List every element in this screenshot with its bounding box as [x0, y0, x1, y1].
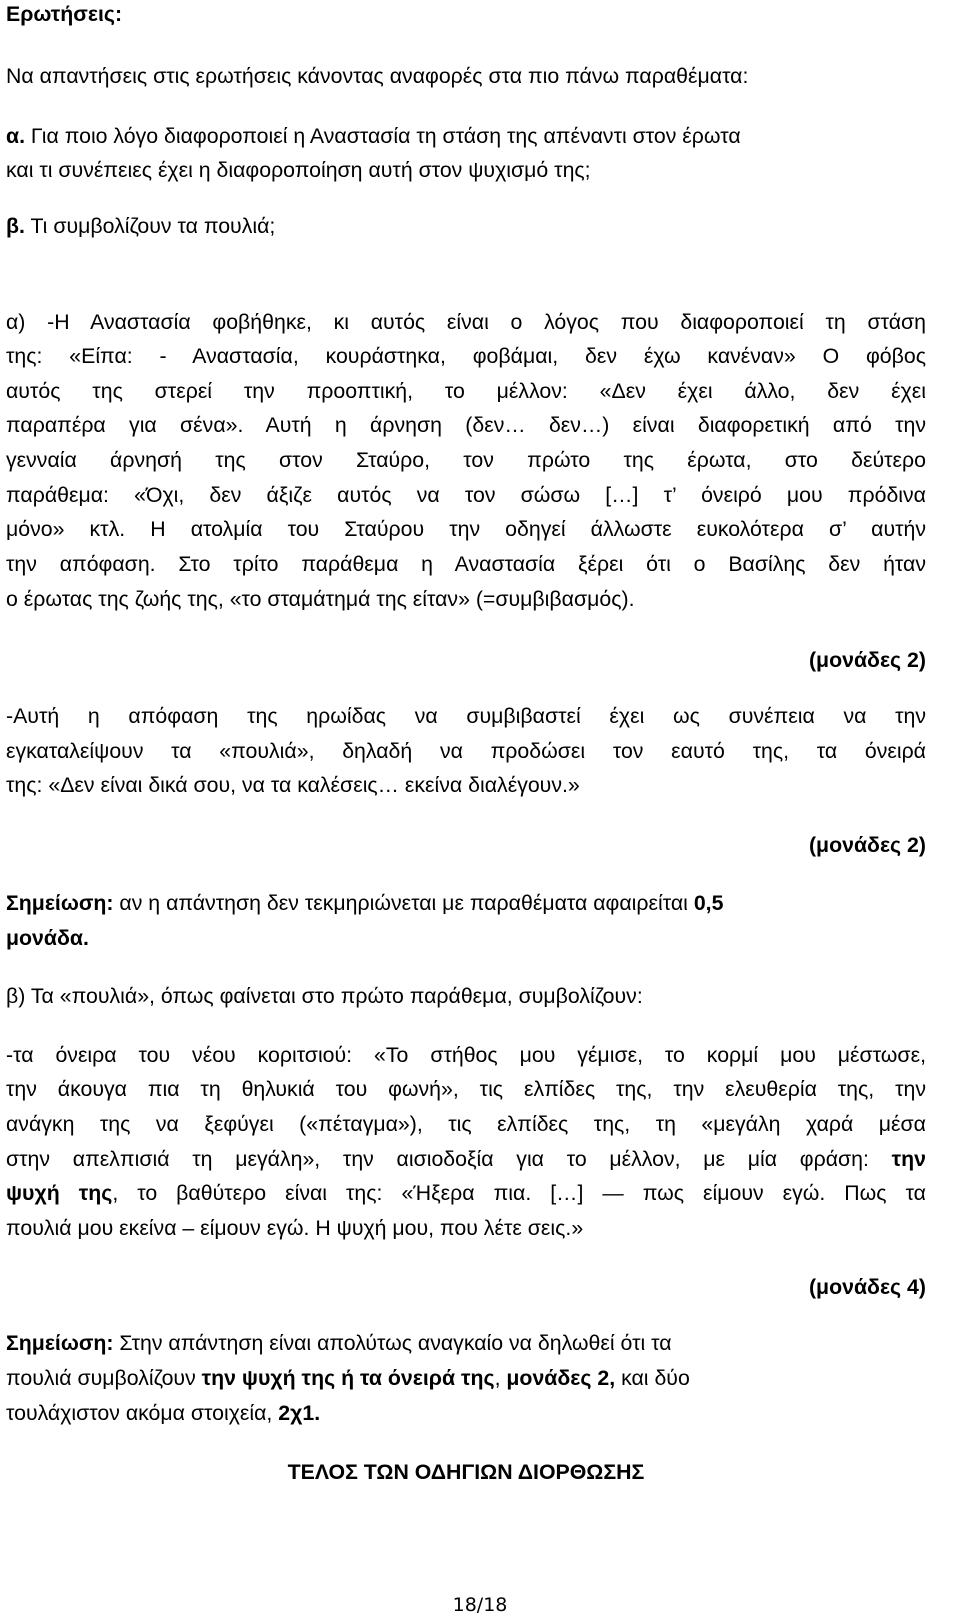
- marks-label: (μονάδες 2): [808, 648, 926, 672]
- answer-b-line: ανάγκη της να ξεφύγει («πέταγμα»), τις ελπίδες της, τη «μεγάλη χαρά μέσα: [6, 1112, 926, 1136]
- answer-a-line: γενναία άρνησή της στον Σταύρο, τον πρώτο της έρωτα, στο δεύτερο: [6, 448, 926, 472]
- answer-a-line: της: «Είπα: - Αναστασία, κουράστηκα, φοβάμαι, δεν έχω κανέναν» Ο φόβος: [6, 344, 926, 368]
- note-2-line-2: πουλιά συμβολίζουν την ψυχή της ή τα όνειρά της, μονάδες 2, και δύο: [6, 1366, 690, 1390]
- answer-b-line: την άκουγα πια τη θηλυκιά του φωνή», τις ελπίδες της, την ελευθερία της, την: [6, 1077, 926, 1101]
- note-1-line-2: μονάδα.: [6, 926, 89, 950]
- answer-a2-line: εγκαταλείψουν τα «πουλιά», δηλαδή να προδώσει τον εαυτό της, τα όνειρά: [6, 739, 926, 763]
- answer-a-line: παραπέρα για σένα». Αυτή η άρνηση (δεν… δεν…) είναι διαφορετική από την: [6, 413, 926, 437]
- answer-b-line: ψυχή της, το βαθύτερο είναι της: «Ήξερα πια. […] — πως είμουν εγώ. Πως τα: [6, 1181, 926, 1205]
- answer-a-line: μόνο» κτλ. Η ατολμία του Σταύρου την οδηγεί άλλωστε ευκολότερα σ’ αυτήν: [6, 517, 926, 541]
- question-a-line-1: α. Για ποιο λόγο διαφοροποιεί η Αναστασία τη στάση της απέναντι στον έρωτα: [6, 124, 741, 148]
- page-heading: Ερωτήσεις:: [6, 2, 123, 26]
- question-b: β. Τι συμβολίζουν τα πουλιά;: [6, 214, 276, 238]
- answer-a-line: ο έρωτας της ζωής της, «το σταμάτημά της είταν» (=συμβιβασμός).: [6, 587, 635, 611]
- instruction-text: Να απαντήσεις στις ερωτήσεις κάνοντας αναφορές στα πιο πάνω παραθέματα:: [6, 64, 749, 88]
- answer-a2-line: της: «Δεν είναι δικά σου, να τα καλέσεις… εκείνα διαλέγουν.»: [6, 773, 580, 797]
- answer-b-line: -τα όνειρα του νέου κοριτσιού: «Το στήθος μου γέμισε, το κορμί μου μέστωσε,: [6, 1043, 926, 1067]
- note-2-line-3: τουλάχιστον ακόμα στοιχεία, 2χ1.: [6, 1401, 321, 1425]
- answer-b-intro: β) Τα «πουλιά», όπως φαίνεται στο πρώτο παράθεμα, συμβολίζουν:: [6, 984, 643, 1008]
- answer-a-line: α) -Η Αναστασία φοβήθηκε, κι αυτός είναι ο λόγος που διαφοροποιεί τη στάση: [6, 310, 926, 334]
- marks-label: (μονάδες 2): [808, 833, 926, 857]
- question-a-line-2: και τι συνέπειες έχει η διαφοροποίηση αυτή στον ψυχισμό της;: [6, 158, 591, 182]
- answer-a-line: την απόφαση. Στο τρίτο παράθεμα η Αναστασία ξέρει ότι ο Βασίλης δεν ήταν: [6, 552, 926, 576]
- answer-a-line: παράθεμα: «Όχι, δεν άξιζε αυτός να τον σώσω […] τ’ όνειρό μου πρόδινα: [6, 483, 926, 507]
- answer-b-line: πουλιά μου εκείνα – είμουν εγώ. Η ψυχή μου, που λέτε σεις.»: [6, 1216, 584, 1240]
- answer-a2-line: -Αυτή η απόφαση της ηρωίδας να συμβιβαστεί έχει ως συνέπεια να την: [6, 704, 926, 728]
- note-2-line-1: Σημείωση: Στην απάντηση είναι απολύτως αναγκαίο να δηλωθεί ότι τα: [6, 1331, 672, 1355]
- note-1-line-1: Σημείωση: αν η απάντηση δεν τεκμηριώνεται με παραθέματα αφαιρείται 0,5: [6, 891, 724, 915]
- answer-a-line: αυτός της στερεί την προοπτική, το μέλλον: «Δεν έχει άλλο, δεν έχει: [6, 379, 926, 403]
- page-number: 18/18: [452, 1594, 508, 1616]
- end-title: ΤΕΛΟΣ ΤΩΝ ΟΔΗΓΙΩΝ ΔΙΟΡΘΩΣΗΣ: [287, 1460, 645, 1484]
- marks-label: (μονάδες 4): [808, 1275, 926, 1299]
- answer-b-line: στην απελπισιά τη μεγάλη», την αισιοδοξία για το μέλλον, με μία φράση: την: [6, 1147, 926, 1171]
